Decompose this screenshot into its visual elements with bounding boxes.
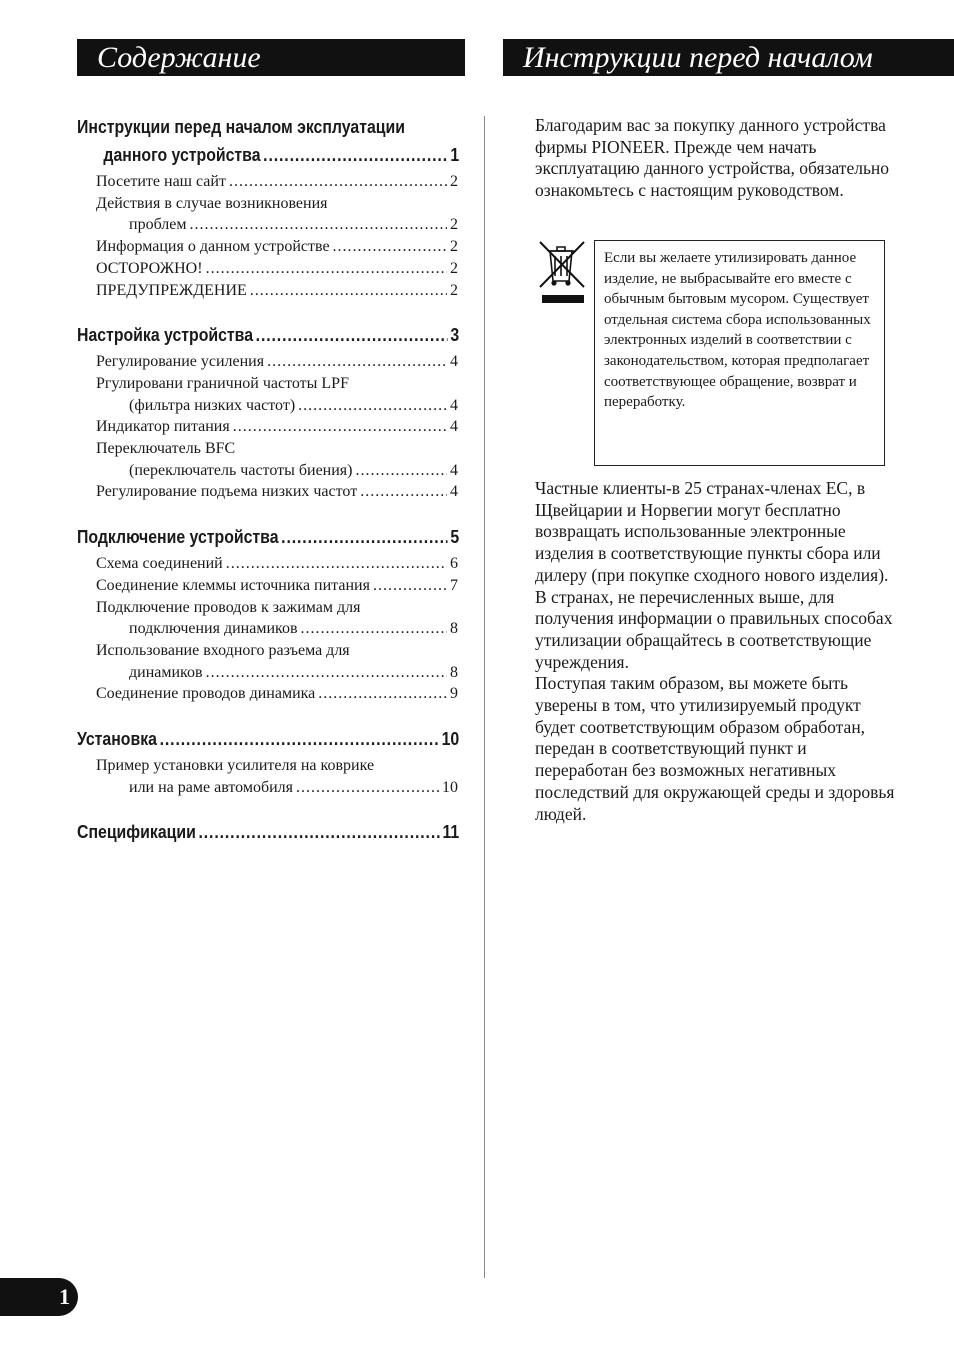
toc-page: 2	[450, 216, 458, 234]
leader-dots	[296, 777, 439, 799]
section-title: Инструкции перед началом	[503, 39, 954, 76]
leader-dots	[206, 662, 447, 684]
leader-dots	[355, 460, 447, 482]
toc-entry-text: Ргулировани граничной частоты LPF	[96, 374, 349, 392]
leader-dots	[206, 258, 447, 280]
leader-dots	[267, 351, 447, 373]
toc-section-title: Подключение устройства	[77, 527, 279, 548]
toc-section-heading[interactable]	[77, 321, 459, 349]
toc-entry-text: ОСТОРОЖНО!	[96, 259, 203, 277]
toc-page: 7	[450, 576, 458, 594]
leader-dots	[373, 575, 447, 597]
toc-entry-text-cont: или на раме автомобиля	[129, 778, 294, 796]
leader-dots	[263, 141, 448, 169]
toc-entry[interactable]	[77, 481, 458, 503]
toc-page: 2	[450, 173, 458, 190]
leader-dots	[298, 395, 447, 417]
toc-entry-text-cont: (фильтра низких частот)	[129, 396, 296, 414]
recycling-notice: Если вы желаете утилизировать данное изделие, не выбрасывайте его вместе с обычным бытовым мусором. Существует отдельная система сбора использованных электронных изделий в соответствии с законодательством, которая предполагает соответствующее обращение, возврат и переработку.	[594, 240, 885, 466]
toc-page: 10	[442, 778, 458, 796]
toc-page: 8	[450, 620, 458, 638]
toc-title: Содержание	[77, 39, 465, 76]
leader-dots	[318, 683, 447, 705]
leader-dots	[190, 214, 447, 236]
toc-entry[interactable]	[77, 575, 458, 597]
toc-entry-text-cont: подключения динамиков	[129, 620, 298, 638]
toc-page: 1	[450, 145, 460, 165]
toc-section-title: Инструкции перед началом эксплуатации	[77, 117, 405, 137]
leader-dots	[198, 818, 439, 846]
table-of-contents	[77, 113, 458, 848]
disposal-paragraph-1: Частные клиенты-в 25 странах-членах ЕС, в Щвейцарии и Норвегии могут бесплатно возвращать использованные электронные изделия в соответствующие пункты сбора или дилеру (при покупке сходного нового изделия).	[535, 478, 889, 585]
toc-entry-text: Схема соединений	[96, 555, 223, 573]
disposal-paragraph-2: В странах, не перечисленных выше, для получения информации о правильных способах утилизации обращайтесь в соответствующие учреждения.	[535, 586, 893, 672]
leader-dots	[256, 321, 448, 349]
disposal-text	[535, 478, 895, 825]
leader-dots	[301, 618, 447, 640]
leader-dots	[229, 171, 447, 193]
toc-section-heading[interactable]	[77, 113, 459, 169]
toc-section-title-cont: данного устройства	[103, 145, 261, 165]
toc-page: 2	[450, 281, 458, 299]
toc-entry-text: ПРЕДУПРЕЖДЕНИЕ	[96, 281, 247, 299]
toc-entry-text: Пример установки усилителя на коврике	[96, 757, 375, 775]
toc-entry-text: Подключение проводов к зажимам для	[96, 598, 361, 616]
toc-entry[interactable]	[77, 553, 458, 575]
toc-entry[interactable]	[77, 438, 458, 481]
leader-dots	[360, 481, 447, 503]
toc-entry[interactable]	[77, 416, 458, 438]
column-divider	[484, 116, 485, 1278]
toc-entry-text: Соединение клеммы источника питания	[96, 576, 370, 594]
toc-page: 6	[450, 555, 458, 573]
toc-entry-text: Переключатель BFC	[96, 440, 236, 458]
toc-section-heading[interactable]	[77, 523, 459, 551]
leader-dots	[333, 236, 447, 258]
leader-dots	[281, 523, 448, 551]
toc-entry[interactable]	[77, 351, 458, 373]
toc-page: 11	[442, 822, 460, 843]
toc-entry[interactable]	[77, 258, 458, 280]
toc-entry-text: Использование входного разъема для	[96, 641, 350, 659]
toc-entry[interactable]	[77, 755, 458, 798]
toc-entry-text: Соединение проводов динамика	[96, 685, 316, 703]
toc-page: 4	[450, 353, 458, 371]
toc-entry-text: Регулирование усиления	[96, 353, 265, 371]
toc-entry-text-cont: проблем	[129, 216, 187, 234]
toc-page: 4	[450, 461, 458, 479]
toc-page: 3	[450, 325, 460, 346]
leader-dots	[250, 280, 447, 302]
page-number: 1	[0, 1278, 78, 1316]
toc-section-title: Установка	[77, 729, 157, 750]
toc-entry-text: Регулирование подъема низких частот	[96, 483, 358, 501]
toc-page: 2	[450, 238, 458, 256]
intro-paragraph: Благодарим вас за покупку данного устройства фирмы PIONEER. Прежде чем начать эксплуатацию данного устройства, обязательно ознакомьтесь с настоящим руководством.	[535, 115, 890, 201]
toc-section-heading[interactable]	[77, 818, 459, 846]
toc-section-title: Настройка устройства	[77, 325, 254, 346]
toc-entry-text: Информация о данном устройстве	[96, 238, 330, 256]
toc-entry[interactable]	[77, 171, 458, 193]
toc-page: 4	[450, 483, 458, 501]
disposal-paragraph-3: Поступая таким образом, вы можете быть уверены в том, что утилизируемый продукт будет соответствующим образом обработан, передан в соответствующий пункт и переработан без возможных негативных последствий для окружающей среды и здоровья людей.	[535, 673, 895, 824]
toc-page: 4	[450, 418, 458, 436]
leader-dots	[160, 725, 439, 753]
toc-page: 2	[450, 259, 458, 277]
toc-entry[interactable]	[77, 683, 458, 705]
toc-page: 9	[450, 685, 458, 703]
toc-page: 10	[441, 729, 460, 750]
toc-entry-text: Действия в случае возникновения	[96, 194, 328, 212]
weee-bin-icon	[537, 239, 587, 305]
toc-entry[interactable]	[77, 597, 458, 640]
toc-page: 5	[450, 527, 460, 548]
toc-section-heading[interactable]	[77, 725, 459, 753]
toc-entry[interactable]	[77, 280, 458, 302]
leader-dots	[233, 416, 447, 438]
toc-section-title: Спецификации	[77, 822, 196, 843]
intro-column	[535, 115, 895, 202]
toc-entry-text-cont: динамиков	[129, 663, 203, 681]
toc-entry-text: Индикатор питания	[96, 418, 230, 436]
toc-entry[interactable]	[77, 640, 458, 683]
toc-page: 4	[450, 396, 458, 414]
toc-entry-text: Посетите наш сайт	[96, 173, 226, 190]
toc-entry[interactable]	[77, 193, 458, 236]
toc-entry-text-cont: (переключатель частоты биения)	[129, 461, 353, 479]
toc-page: 8	[450, 663, 458, 681]
leader-dots	[226, 553, 447, 575]
toc-entry[interactable]	[77, 236, 458, 258]
toc-entry[interactable]	[77, 373, 458, 416]
